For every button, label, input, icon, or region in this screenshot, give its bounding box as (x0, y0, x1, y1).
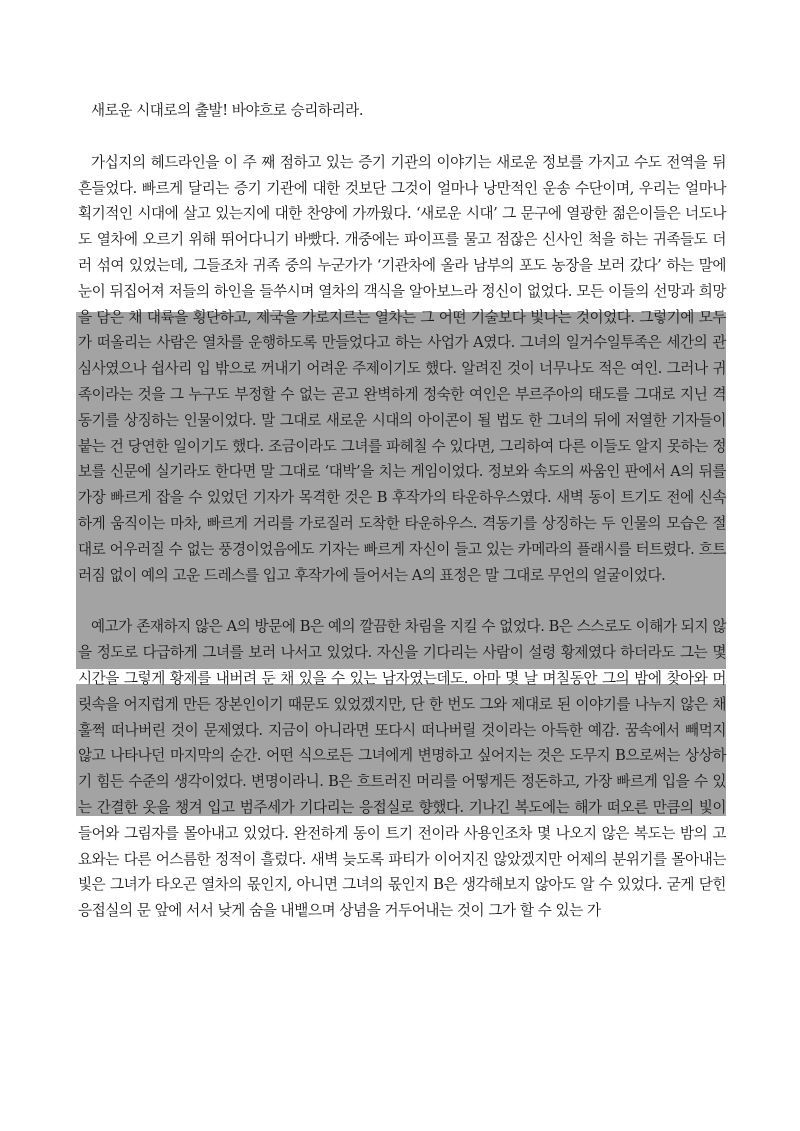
document-body (78, 98, 726, 924)
paragraph-2: 예고가 존재하지 않은 A의 방문에 B은 예의 깔끔한 차림을 지킬 수 없었다. B은 스스로도 이해가 되지 않을 정도로 다급하게 그녀를 보러 나서고 있었다. 자신을 기다리는 사람이 설령 황제였다 하더라도 그는 몇 시간을 그렇게 황제를 내버려 둔 채 있을 수 있는 남자였는데도. 아마 몇 날 며칠동안 그의 밤에 찾아와 머릿속을 어지럽게 만든 장본인이기 때문도 있었겠지만, 단 한 번도 그와 제대로 된 이야기를 나누지 않은 채 훌쩍 떠나버린 것이 문제였다. 지금이 아니라면 또다시 떠나버릴 것이라는 아득한 예감. 꿈속에서 빼먹지 않고 나타나던 마지막의 순간. 어떤 식으로든 그녀에게 변명하고 싶어지는 것은 도무지 B으로써는 상상하기 힘든 수준의 생각이었다. 변명이라니. B은 흐트러진 머리를 어떻게든 정돈하고, 가장 빠르게 입을 수 있는 간결한 옷을 챙겨 입고 범주세가 기다리는 응접실로 향했다. 기나긴 복도에는 해가 떠오른 만큼의 빛이 들어와 그림자를 몰아내고 있었다. 완전하게 동이 트기 전이라 사용인조차 몇 나오지 않은 복도는 밤의 고요와는 다른 어스름한 정적이 흘렀다. 새벽 늦도록 파티가 이어지진 않았겠지만 어제의 분위기를 몰아내는 빛은 그녀가 타오곤 열차의 몫인지, 아니면 그녀의 몫인지 B은 생각해보지 않아도 알 수 있었다. 굳게 닫힌 응접실의 문 앞에 서서 낮게 숨을 내뱉으며 상념을 거두어내는 것이 그가 할 수 있는 가 (78, 618, 726, 920)
paragraph-1: 가십지의 헤드라인을 이 주 째 점하고 있는 증기 기관의 이야기는 새로운 정보를 가지고 수도 전역을 뒤흔들었다. 빠르게 달리는 증기 기관에 대한 것보단 그것이 얼마나 낭만적인 운송 수단이며, 우리는 얼마나 획기적인 시대에 살고 있는지에 대한 찬양에 가까웠다. ‘새로운 시대’ 그 문구에 열광한 젊은이들은 너도나도 열차에 오르기 위해 뛰어다니기 바빴다. 개중에는 파이프를 물고 점잖은 신사인 척을 하는 귀족들도 더러 섞여 있었는데, 그들조차 귀족 중의 누군가가 ‘기관차에 올라 남부의 포도 농장을 보러 갔다’ 하는 말에 눈이 뒤집어져 저들의 하인을 들쑤시며 열차의 객식을 알아보느라 정신이 없었다. 모든 이들의 선망과 희망을 담은 채 대륙을 횡단하고, 제국을 가로지르는 열차는 그 어떤 기술보다 빛나는 것이었다. 그렇기에 모두가 떠올리는 사람은 열차를 운행하도록 만들었다고 하는 사업가 A였다. 그녀의 일거수일투족은 세간의 관심사였으나 쉽사리 입 밖으로 꺼내기 어려운 주제이기도 했다. 알려진 것이 너무나도 적은 여인. 그러나 귀족이라는 것을 그 누구도 부정할 수 없는 곧고 완벽하게 정숙한 여인은 부르주아의 태도를 그대로 지닌 격동기를 상징하는 인물이었다. 말 그대로 새로운 시대의 아이콘이 될 법도 한 그녀의 뒤에 저열한 기자들이 붙는 건 당연한 일이기도 했다. 조금이라도 그녀를 파헤칠 수 있다면, 그리하여 다른 이들도 알지 못하는 정보를 신문에 실기라도 한다면 말 그대로 ‘대박’을 치는 게임이었다. 정보와 속도의 싸움인 판에서 A의 뒤를 가장 빠르게 잡을 수 있었던 기자가 목격한 것은 B 후작가의 타운하우스였다. 새벽 동이 트기도 전에 신속하게 움직이는 마차, 빠르게 거리를 가로질러 도착한 타운하우스. 격동기를 상징하는 두 인물의 모습은 절대로 어우러질 수 없는 풍경이었음에도 기자는 빠르게 자신이 들고 있는 카메라의 플래시를 터트렸다. 흐트러짐 없이 예의 고운 드레스를 입고 후작가에 들어서는 A의 표정은 말 그대로 무언의 얼굴이었다. (78, 153, 726, 584)
lead-sentence: 새로운 시대로의 출발! 바야흐로 승리하리라. (91, 102, 364, 119)
